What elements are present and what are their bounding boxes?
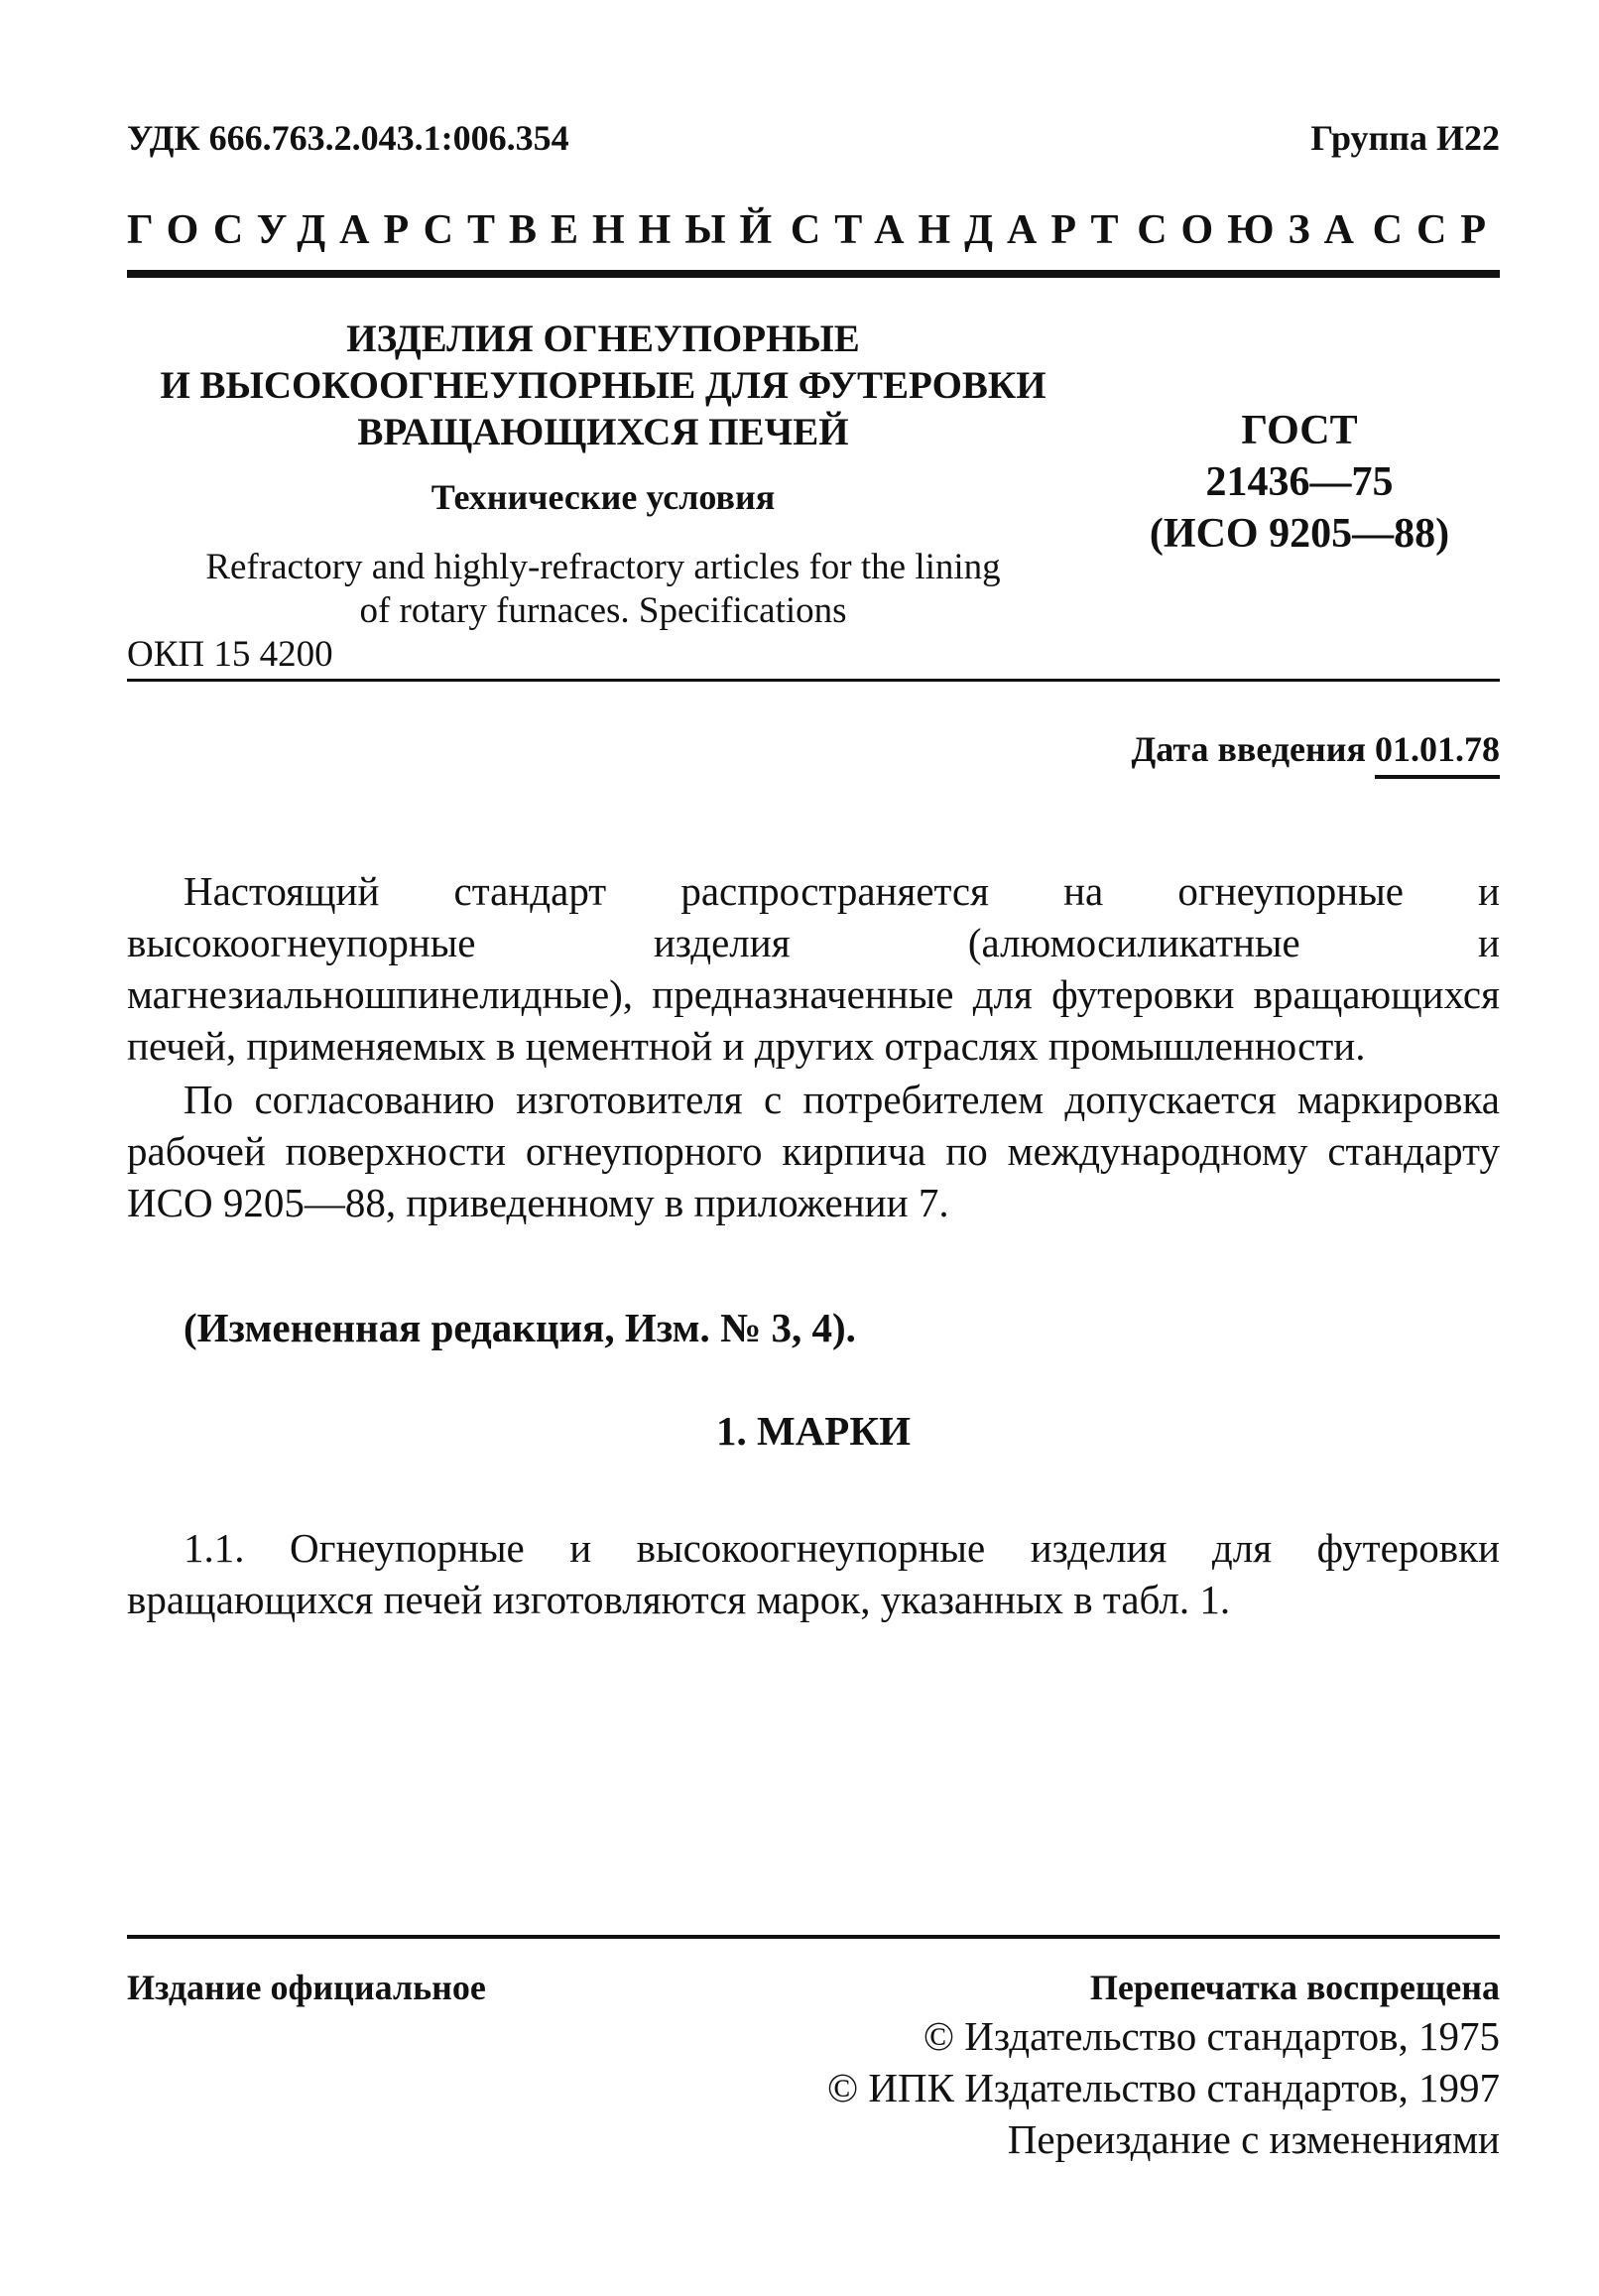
footer-rule (127, 1935, 1500, 1939)
introduction-date (1132, 728, 1501, 770)
heading-word: СТАНДАРТ (790, 207, 1133, 253)
title-line: ВРАЩАЮЩИХСЯ ПЕЧЕЙ (357, 411, 849, 453)
iso-code: (ИСО 9205—88) (1149, 511, 1450, 557)
gost-label: ГОСТ (1241, 408, 1358, 453)
revision-note: (Измененная редакция, Изм. № 3, 4). (184, 1305, 856, 1350)
paragraph-grades: 1.1. Огнеупорные и высокоогнеупорные изделия для футеровки вращающихся печей изготовляются марок, указанных в табл. 1. (127, 1525, 1500, 1622)
date-label: Дата введения (1131, 729, 1366, 769)
section-title: 1. МАРКИ (716, 1408, 911, 1454)
reprint-prohibited: Перепечатка воспрещена (1089, 1968, 1500, 2007)
state-standard-heading (127, 206, 1500, 254)
gost-code: 21436—75 (1205, 459, 1394, 505)
paragraph-scope: Настоящий стандарт распространяется на огнеупорные и высокоогнеупорные изделия (алюмосиликатные и магнезиальношпинелидные), предназначенные для футеровки вращающихся печей, применяемых в цементной и других отраслях промышленности. (127, 868, 1500, 1069)
gost-number (1121, 405, 1478, 560)
heading-word: СОЮЗА (1137, 207, 1369, 253)
paragraph-marking: По согласованию изготовителя с потребителем допускается маркировка рабочей поверхности огнеупорного кирпича по международному стандарту ИСО 9205—88, приведенному в приложении 7. (127, 1077, 1500, 1225)
title-line: ИЗДЕЛИЯ ОГНЕУПОРНЫЕ (346, 318, 860, 360)
heading-word: ГОСУДАРСТВЕННЫЙ (127, 207, 787, 253)
group-code: Группа И22 (1310, 118, 1500, 158)
date-value: 01.01.78 (1375, 729, 1500, 779)
udk-code: УДК 666.763.2.043.1:006.354 (127, 118, 569, 158)
heading-rule (127, 270, 1500, 278)
title-rule (127, 679, 1500, 682)
document-subtitle: Технические условия (430, 477, 776, 517)
title-line: И ВЫСОКООГНЕУПОРНЫЕ ДЛЯ ФУТЕРОВКИ (160, 364, 1046, 407)
english-title-line: of rotary furnaces. Specifications (359, 590, 847, 631)
document-title (127, 316, 1079, 455)
official-edition: Издание официальное (127, 1968, 486, 2007)
copyright-1997: © ИПК Издательство стандартов, 1997 (826, 2065, 1500, 2110)
reissue-note: Переиздание с изменениями (1007, 2116, 1500, 2162)
heading-word: ССР (1372, 207, 1500, 253)
copyright-1975: © Издательство стандартов, 1975 (922, 2013, 1500, 2059)
okp-code: ОКП 15 4200 (127, 634, 333, 675)
english-title (127, 546, 1079, 633)
english-title-line: Refractory and highly-refractory articles for the lining (205, 547, 1001, 587)
